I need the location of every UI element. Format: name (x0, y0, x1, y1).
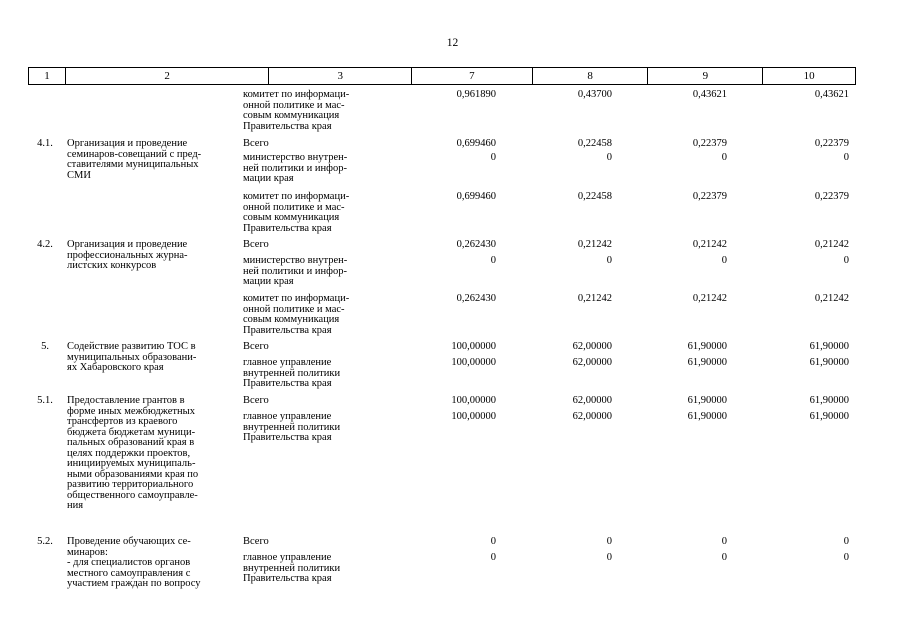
header-col-10: 10 (803, 70, 815, 82)
sub-row-line: главное управление (243, 552, 332, 563)
value-col-7: 0,699460 (456, 191, 496, 202)
sub-row-line: совым коммуникация (243, 212, 340, 223)
page-number: 12 (446, 37, 459, 49)
sub-row-label (243, 342, 383, 353)
value-col-7: 0,262430 (456, 293, 496, 304)
sub-row-line: министерство внутрен- (243, 255, 348, 266)
sub-row-line: главное управление (243, 357, 332, 368)
sub-row-line: Всего (243, 239, 269, 250)
value-col-9: 0,43621 (692, 89, 727, 100)
value-col-9: 61,90000 (687, 411, 727, 422)
sub-row-label (243, 153, 383, 185)
row-name-line: Проведение обучающих се- (67, 536, 191, 547)
value-col-8: 0,22458 (577, 138, 612, 149)
row-name-line: Предоставление грантов в (67, 395, 185, 406)
value-col-8: 62,00000 (572, 341, 612, 352)
sub-row-line: Правительства края (243, 120, 332, 132)
value-col-7: 0,961890 (456, 89, 496, 100)
sub-row-label (243, 358, 383, 390)
value-col-10: 0,21242 (814, 293, 849, 304)
sub-row-line: ней политики и инфор- (243, 162, 347, 174)
row-name-line: ставителями муниципальных (67, 159, 199, 170)
value-col-10: 61,90000 (809, 395, 849, 406)
value-col-9: 61,90000 (687, 395, 727, 406)
value-col-10: 0,22379 (814, 191, 849, 202)
sub-row-label (243, 294, 383, 336)
header-col-1: 1 (29, 68, 66, 84)
value-col-9: 61,90000 (687, 357, 727, 368)
row-number: 5. (41, 341, 49, 352)
row-name-line: инициируемых муниципаль- (67, 458, 196, 469)
sub-row-line: внутренней политики (243, 421, 341, 433)
sub-row-line: ней политики и инфор- (243, 265, 347, 277)
value-col-9: 0 (721, 536, 727, 547)
value-col-7: 0 (490, 552, 496, 563)
row-number: 4.1. (37, 138, 53, 149)
sub-row-line: комитет по информаци- (243, 89, 350, 100)
value-col-10: 61,90000 (809, 357, 849, 368)
sub-row-line: внутренней политики (243, 367, 341, 379)
value-col-10: 0,21242 (814, 239, 849, 250)
sub-row-line: Всего (243, 341, 269, 352)
row-name-line: муниципальных образовани- (67, 351, 197, 363)
sub-row-line: совым коммуникация (243, 314, 340, 325)
table-header (28, 67, 856, 85)
value-col-8: 62,00000 (572, 411, 612, 422)
sub-row-line: главное управление (243, 411, 332, 422)
value-col-9: 0,21242 (692, 239, 727, 250)
value-col-7: 0 (490, 152, 496, 163)
row-name-line: Содействие развитию ТОС в (67, 341, 196, 352)
row-name-line: ях Хабаровского края (67, 362, 164, 373)
row-name (67, 139, 239, 181)
row-name-line: развитию территориального (67, 479, 194, 490)
sub-row-line: Правительства края (243, 573, 332, 584)
sub-row-line: Всего (243, 138, 269, 149)
value-col-10: 61,90000 (809, 411, 849, 422)
row-name-line: бюджета бюджетам муници- (67, 426, 196, 438)
row-number: 5.2. (37, 536, 53, 547)
row-name-line: трансфертов из краевого (67, 416, 178, 427)
sub-row-line: онной политике и мас- (243, 201, 345, 213)
sub-row-line: Правительства края (243, 378, 332, 389)
sub-row-line: комитет по информаци- (243, 191, 350, 202)
value-col-10: 0 (843, 536, 849, 547)
value-col-10: 0 (843, 552, 849, 563)
header-col-9: 9 (648, 68, 763, 84)
value-col-8: 0,21242 (577, 293, 612, 304)
value-col-8: 62,00000 (572, 357, 612, 368)
sub-row-line: Правительства края (243, 432, 332, 443)
value-col-9: 0,22379 (692, 138, 727, 149)
row-name (67, 537, 239, 590)
sub-row-label (243, 396, 383, 407)
value-col-10: 0 (843, 152, 849, 163)
row-name (67, 240, 239, 272)
row-name-line: Организация и проведение (67, 138, 188, 149)
sub-row-line: внутренней политики (243, 562, 341, 574)
value-col-8: 62,00000 (572, 395, 612, 406)
row-name-line: общественного самоуправле- (67, 489, 198, 501)
row-number: 5.1. (37, 395, 53, 406)
sub-row-line: онной политике и мас- (243, 99, 345, 111)
sub-row-label (243, 256, 383, 288)
value-col-7: 0,699460 (456, 138, 496, 149)
value-col-7: 100,00000 (451, 411, 496, 422)
sub-row-label (243, 139, 383, 150)
sub-row-label (243, 412, 383, 444)
row-name (67, 396, 239, 512)
row-name-line: участием граждан по вопросу (67, 578, 201, 589)
sub-row-label (243, 537, 383, 548)
row-name-line: местного самоуправления с (67, 567, 191, 579)
value-col-10: 0,22379 (814, 138, 849, 149)
value-col-7: 100,00000 (451, 341, 496, 352)
row-name-line: листских конкурсов (67, 260, 157, 271)
sub-row-line: Всего (243, 395, 269, 406)
header-col-2: 2 (66, 68, 270, 84)
value-col-8: 0 (606, 536, 612, 547)
sub-row-line: мации края (243, 173, 294, 184)
header-col-7: 7 (412, 68, 533, 84)
sub-row-line: мации края (243, 276, 294, 287)
value-col-10: 0 (843, 255, 849, 266)
sub-row-label (243, 240, 383, 251)
sub-row-line: онной политике и мас- (243, 303, 345, 315)
value-col-9: 0 (721, 552, 727, 563)
sub-row-line: Правительства края (243, 222, 332, 234)
sub-row-label (243, 192, 383, 234)
row-name-line: пальных образований края в (67, 437, 195, 448)
value-col-8: 0,22458 (577, 191, 612, 202)
value-col-9: 0,21242 (692, 293, 727, 304)
row-name-line: минаров: (67, 546, 108, 558)
sub-row-label (243, 90, 383, 132)
row-name-line: СМИ (67, 169, 91, 181)
sub-row-line: Всего (243, 536, 269, 547)
row-name-line: Организация и проведение (67, 239, 188, 250)
sub-row-line: министерство внутрен- (243, 152, 348, 163)
row-name (67, 342, 239, 374)
sub-row-line: комитет по информаци- (243, 293, 350, 304)
row-name-line: семинаров-совещаний с пред- (67, 148, 202, 160)
sub-row-line: совым коммуникация (243, 110, 340, 121)
row-name-line: форме иных межбюджетных (67, 405, 195, 417)
value-col-9: 0 (721, 255, 727, 266)
value-col-8: 0,43700 (577, 89, 612, 100)
row-name-line: профессиональных журна- (67, 249, 188, 261)
value-col-7: 100,00000 (451, 357, 496, 368)
header-col-8: 8 (533, 68, 649, 84)
value-col-10: 61,90000 (809, 341, 849, 352)
header-col-3: 3 (269, 68, 412, 84)
value-col-7: 0 (490, 255, 496, 266)
value-col-7: 100,00000 (451, 395, 496, 406)
value-col-9: 0 (721, 152, 727, 163)
value-col-7: 0 (490, 536, 496, 547)
value-col-8: 0 (606, 255, 612, 266)
value-col-7: 0,262430 (456, 239, 496, 250)
value-col-8: 0,21242 (577, 239, 612, 250)
sub-row-label (243, 553, 383, 585)
value-col-8: 0 (606, 152, 612, 163)
value-col-9: 0,22379 (692, 191, 727, 202)
value-col-10: 0,43621 (814, 89, 849, 100)
row-name-line: ния (67, 500, 84, 511)
row-name-line: ными образованиями края по (67, 468, 199, 480)
row-name-line: целях поддержки проектов, (67, 447, 191, 459)
value-col-8: 0 (606, 552, 612, 563)
value-col-9: 61,90000 (687, 341, 727, 352)
sub-row-line: Правительства края (243, 324, 332, 336)
row-number: 4.2. (37, 239, 53, 250)
row-name-line: - для специалистов органов (67, 557, 191, 568)
